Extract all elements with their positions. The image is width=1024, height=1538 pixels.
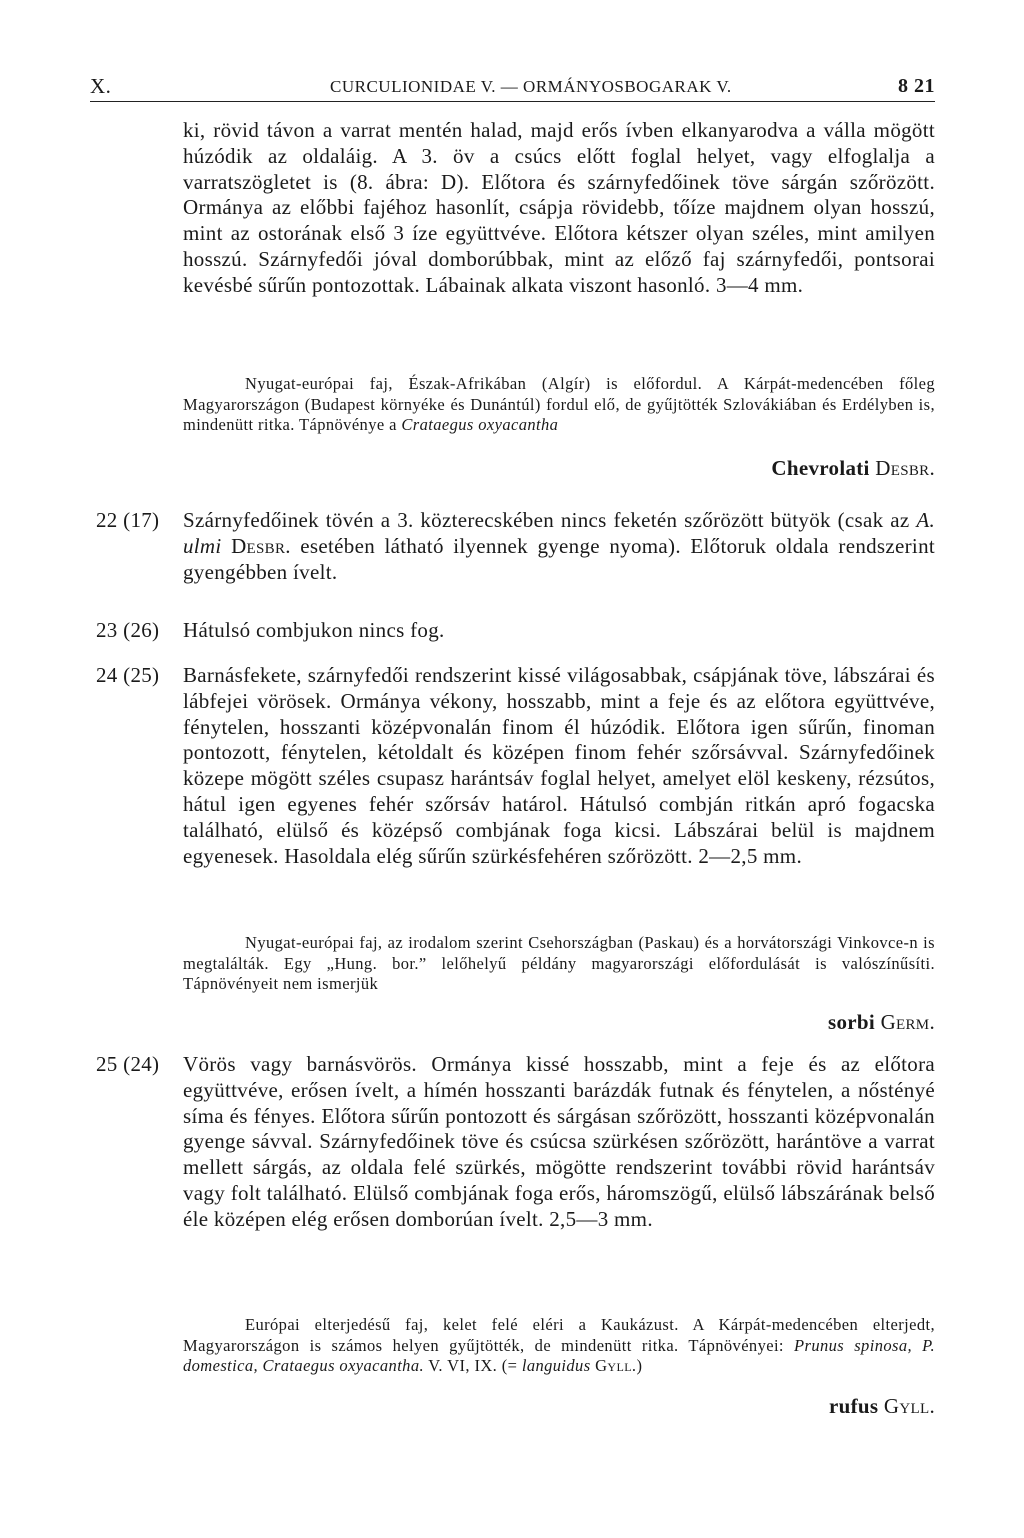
couplet-number: 24 (25) bbox=[96, 663, 160, 687]
page-number: 8 21 bbox=[898, 75, 935, 97]
running-title: CURCULIONIDAE V. — ORMÁNYOSBOGARAK V. bbox=[330, 77, 732, 96]
couplet-number: 25 (24) bbox=[96, 1052, 160, 1076]
couplet-text-part: Szárnyfedőinek tövén a 3. közterecskében nincs feketén szőrözött bütyök (csak az bbox=[183, 508, 917, 532]
species-epithet: sorbi bbox=[828, 1010, 876, 1034]
species-author: Gyll. bbox=[883, 1394, 935, 1418]
species-name-chevrolati bbox=[771, 456, 935, 481]
couplet-23 bbox=[96, 618, 936, 648]
distribution-text: Európai elterjedésű faj, kelet felé eléri a Kaukázust. A Kárpát-medencében elterjedt, Magyarországon is számos helyen gyűjtötték, de mindenütt ritka. Tápnövényei: bbox=[183, 1315, 935, 1355]
couplet-text: Vörös vagy barnásvörös. Ormánya kissé hosszabb, mint a feje és az előtora együttvéve, erősen ívelt, a hímén hosszanti barázdák futnak és fénytelen, a nőstényé síma és fényes. Előtora sűrűn pontozott és sárgásan szőrözött, hosszanti középvonalán gyenge sávval. Szárnyfedőinek töve és csúcsa szürkésen szőrözött, harántöve a varrat mellett sárgás, az oldala felé szürkés, mögötte rendszerint további rövid harántsáv vagy folt található. Elülső combjának foga erős, háromszögű, elülső lábszárának belső éle középen elég erősen domborúan ívelt. 2,5—3 mm. bbox=[183, 1052, 935, 1231]
distribution-text: ) bbox=[636, 1356, 643, 1375]
couplet-25 bbox=[96, 1052, 936, 1312]
species-name-rufus bbox=[829, 1394, 935, 1419]
intro-paragraph: ki, rövid távon a varrat mentén halad, majd erős ívben elkanyarodva a válla mögött húzódik az oldaláig. A 3. öv a csúcs előtt foglal helyet, vagy elfoglalja a varratszögletet is (8. ábra: D). Előtora és szárnyfedőinek töve sárgán szőrözött. Ormánya az előbbi fajéhoz hasonlít, csápja rövidebb, tőíze majdnem olyan hosszú, mint az ostorának első 3 íze együttvéve. Előtora kétszer olyan széles, mint amilyen hosszú. Szárnyfedői jóval domborúbbak, mint az előző faj szárnyfedői, pontsorai kevésbé sűrűn pontozottak. Lábainak alkata viszont hasonló. 3—4 mm. bbox=[183, 118, 935, 297]
distribution-24: Nyugat-európai faj, az irodalom szerint Csehországban (Paskau) és a horvátországi Vinkovce-n is megtalálták. Egy „Hung. bor.” lelőhelyű példány magyarországi előfordulását is valószínűsíti. Tápnövényeit nem ismerjük bbox=[183, 933, 935, 993]
couplet-number: 23 (26) bbox=[96, 618, 160, 642]
couplet-text: Hátulsó combjukon nincs fog. bbox=[183, 618, 445, 642]
couplet-text: Barnásfekete, szárnyfedői rendszerint kissé világosabbak, csápjának töve, lábszárai és lábfejei vörösek. Ormánya vékony, hosszabb, mint a feje és az előtora együttvéve, fénytelen, hosszanti középvonalán finom él húzódik. Előtora igen sűrűn, finoman pontozott, fénytelen, kétoldalt és középen finom fehér szőrsávval. Szárnyfedőinek közepe mögött széles csupasz harántsáv foglal helyet, amelyet elöl keskeny, rézsútos, hátul igen egyenes fehér szőrsáv határol. Hátulsó combján ritkán apró fogacska található, elülső és középső combjának foga kicsi. Lábszárai belül is majdnem egyenesek. Hasoldala elég sűrűn szürkésfehéren szőrözött. 2—2,5 mm. bbox=[183, 663, 935, 868]
species-reference-author: Desbr. bbox=[231, 533, 291, 558]
synonym-author: Gyll. bbox=[595, 1356, 637, 1375]
header-rule bbox=[90, 101, 935, 102]
couplet-text-part: esetében látható ilyennek gyenge nyoma). Előtoruk oldala rendszerint gyengébben ívelt. bbox=[183, 533, 935, 584]
distribution-text: V. VI, IX. (= bbox=[424, 1356, 522, 1375]
couplet-22 bbox=[96, 508, 936, 608]
species-author: Germ. bbox=[880, 1010, 935, 1034]
section-number: X. bbox=[90, 74, 112, 98]
couplet-number: 22 (17) bbox=[96, 508, 160, 532]
distribution-25 bbox=[183, 1315, 935, 1377]
species-name-sorbi bbox=[828, 1010, 935, 1035]
species-epithet: Chevrolati bbox=[771, 456, 870, 480]
host-plant: Crataegus oxyacantha bbox=[401, 415, 559, 434]
couplet-text bbox=[183, 508, 935, 585]
species-author: Desbr. bbox=[875, 456, 935, 480]
intro-distribution bbox=[183, 374, 935, 436]
running-header bbox=[90, 74, 935, 102]
species-epithet: rufus bbox=[829, 1394, 879, 1418]
couplet-24 bbox=[96, 663, 936, 923]
host-plants: Prunus spinosa, P. domestica, Crataegus oxyacantha. bbox=[183, 1335, 935, 1375]
synonym: languidus bbox=[521, 1356, 591, 1375]
distribution-text: Nyugat-európai faj, Észak-Afrikában (Algír) is előfordul. A Kárpát-medencében főleg Magyarországon (Budapest környéke és Dunántúl) fordul elő, de gyűjtötték Szlovákiában és Erdélyben is, mindenütt ritka. Tápnövénye a bbox=[183, 374, 935, 434]
species-reference: A. ulmi bbox=[183, 508, 935, 558]
